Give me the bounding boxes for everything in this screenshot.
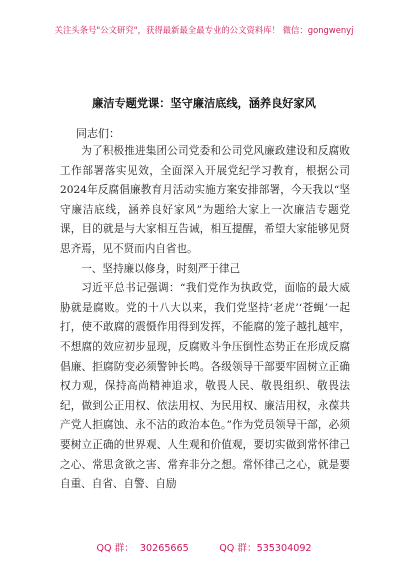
footer-contact bbox=[0, 540, 408, 554]
qq-group-1: QQ 群： 30265665 bbox=[96, 543, 189, 554]
promo-banner: 关注头条号"公文研究"，获得最新最全最专业的公文资料库！ 微信：gongwenyj bbox=[54, 25, 354, 35]
salutation: 同志们： bbox=[76, 127, 120, 140]
document-title: 廉洁专题党课：坚守廉洁底线，涵养良好家风 bbox=[92, 96, 316, 110]
document-body bbox=[60, 142, 350, 495]
paragraph-quote: 习近平总书记强调：“我们党作为执政党，面临的最大威胁就是腐败。党的十八大以来，我们党坚持‘老虎’‘苍蝇’一起打，使不敢腐的震慑作用得到发挥，不能腐的笼子越扎越牢，不想腐的效应初步显现，反腐败斗争压倒性态势正在形成反腐倡廉、拒腐防变必须警钟长鸣。各级领导干部要牢固树立正确权力观，保持高尚精神追求，敬畏人民、敬畏组织、敬畏法纪，做到公正用权、依法用权、为民用权、廉洁用权，永葆共产党人拒腐蚀、永不沾的政治本色。”作为党员领导干部，必须要树立正确的世界观、人生观和价值观，要切实做到常怀律己之心、常思贪欲之害、常弃非分之想。常怀律己之心，就是要自重、自省、自警、自励 bbox=[60, 282, 350, 491]
paragraph-intro: 为了积极推进集团公司党委和公司党风廉政建设和反腐败工作部署落实见效，全面深入开展党纪学习教育，根据公司2024年反腐倡廉教育月活动实施方案安排部署，今天我以“坚守廉洁底线，涵养良好家风”为题给大家上一次廉洁专题党课，目的就是与大家相互告诫，相互提醒，希望大家能够见贤思齐焉，见不贤而内自省也。 bbox=[60, 145, 350, 255]
section-heading: 一、坚持廉以修身，时刻严于律己 bbox=[81, 262, 241, 275]
qq-group-2: QQ 群：535304092 bbox=[219, 543, 312, 554]
